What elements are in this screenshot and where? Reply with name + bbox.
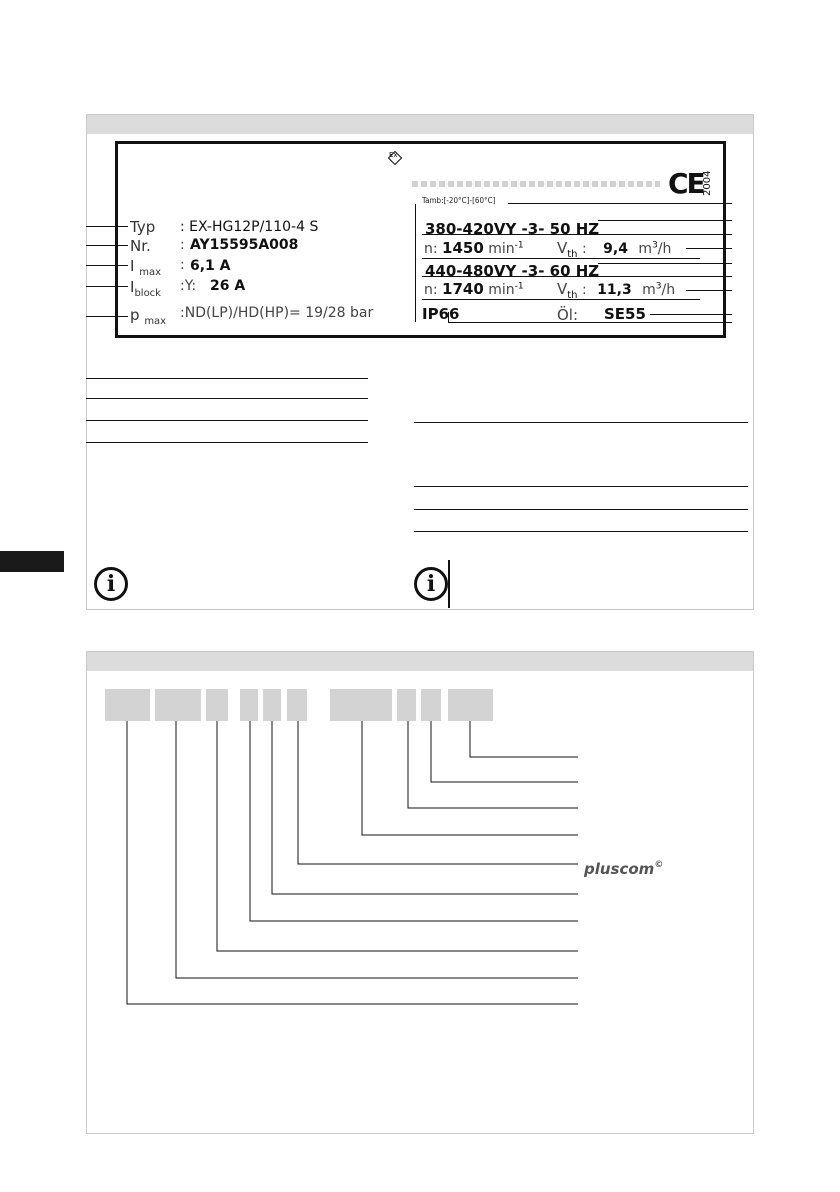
n1-unit-exp: -1 (514, 240, 524, 251)
ce-year: 2004 (702, 170, 713, 196)
imax-value: 6,1 A (190, 258, 231, 274)
ex-mark-text: Ex (389, 151, 398, 159)
iblock-label: $I_{block}$ (130, 278, 161, 299)
vth1-unit: m (638, 241, 653, 257)
vth1-sub: th (567, 248, 578, 260)
imax-colon: : (180, 257, 185, 273)
n2-value: 1740 (442, 280, 484, 298)
typ-label: Typ (130, 218, 156, 236)
n2-label: n: (424, 282, 438, 298)
vth1-value: 9,4 (603, 241, 628, 257)
vth2-unit: m (642, 282, 656, 298)
voltage-50hz: 380-420VY -3- 50 HZ (425, 220, 600, 238)
pluscom-logo: pluscom© (584, 860, 664, 878)
vth-row-60hz: $V_{th}$ : 11,3 $m^3/h$ (557, 280, 676, 301)
vth2-sub: th (567, 289, 578, 301)
ip-rating: IP66 (422, 305, 460, 323)
nr-colon: : (180, 237, 185, 253)
oil-value: SE55 (604, 305, 646, 323)
vth1-label: V (557, 239, 568, 257)
pmax-label: p $_{max}$ (130, 306, 167, 327)
nr-label: Nr. (130, 237, 151, 255)
vth2-value: 11,3 (597, 282, 632, 298)
n1-label: n: (424, 241, 438, 257)
vth2-label: V (557, 280, 568, 298)
nr-value: AY15595A008 (190, 237, 299, 253)
pmax-value: :ND(LP)/HD(HP)= 19/28 bar (180, 305, 374, 321)
iblock-y: :Y: (180, 278, 197, 294)
info-icon-right: i (414, 567, 448, 601)
n1-value: 1450 (442, 239, 484, 257)
vth2-unit-exp: 3 (655, 281, 662, 292)
imax-label: I $_{max}$ (130, 257, 162, 278)
n1-unit: min (488, 241, 515, 257)
voltage-60hz: 440-480VY -3- 60 HZ (425, 262, 600, 280)
ce-mark: CE (668, 167, 704, 200)
iblock-value: 26 A (210, 278, 246, 294)
info-icon-left: i (94, 567, 128, 601)
typ-value: : EX-HG12P/110-4 S (180, 219, 319, 235)
tamb-text: Tamb:[-20°C]-[60°C] (422, 196, 496, 205)
pluscom-logo-mark-icon: © (654, 860, 664, 870)
n2-unit: min (488, 282, 515, 298)
vth2-unit-tail: /h (661, 282, 676, 298)
vth1-unit-tail: /h (657, 241, 672, 257)
vth1-unit-exp: 3 (652, 240, 658, 251)
n2-unit-exp: -1 (514, 281, 524, 292)
oil-label: Öl: (557, 306, 579, 324)
vth-row-50hz: $V_{th}$ : 9,4 $m^3/h$ (557, 239, 672, 260)
